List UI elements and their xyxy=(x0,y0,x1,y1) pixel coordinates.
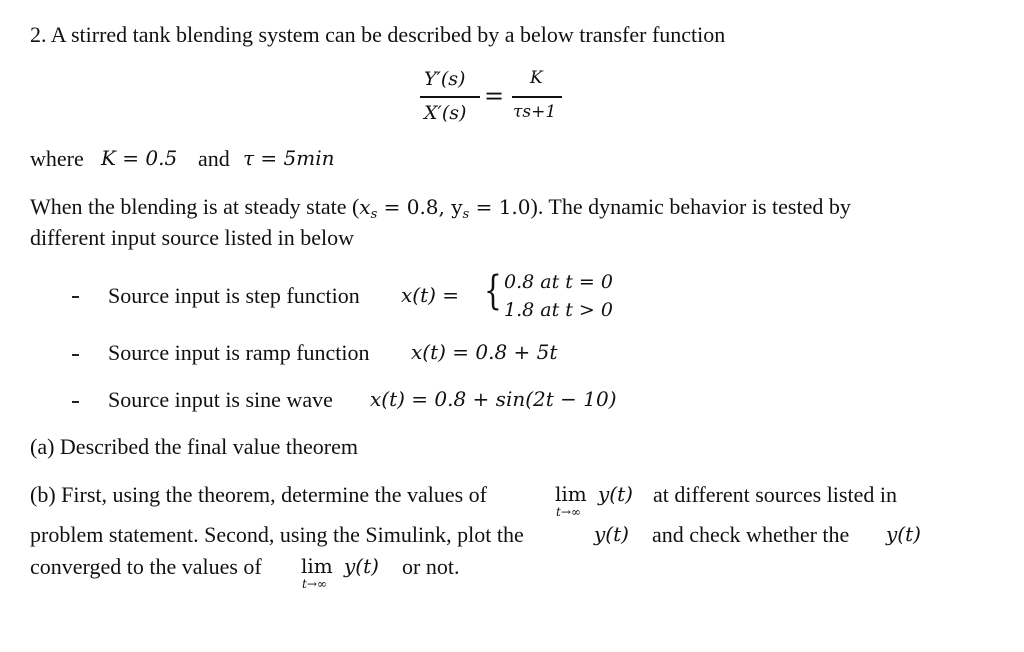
tf-fraction-bar-right xyxy=(512,96,562,98)
tf-numerator-left: Y′(s) xyxy=(424,68,466,90)
tf-fraction-bar-left xyxy=(420,96,480,98)
source-sine-label: Source input is sine wave xyxy=(108,387,333,412)
limit-operator: lim xyxy=(301,554,333,578)
steady-state-values: = 0.8, y xyxy=(377,195,463,219)
part-b-line-3-post: or not. xyxy=(402,554,460,579)
part-b-line-3-pre: converged to the values of xyxy=(30,554,262,579)
source-ramp-label: Source input is ramp function xyxy=(108,340,370,365)
limit-function: y(t) xyxy=(598,482,633,506)
problem-heading: 2. A stirred tank blending system can be described by a below transfer function xyxy=(30,22,726,47)
source-step-case-1: 0.8 at t = 0 xyxy=(504,271,613,293)
source-step-math: x(t) = xyxy=(401,283,460,307)
tf-denominator-left: X′(s) xyxy=(424,102,467,124)
steady-state-line-1 xyxy=(30,196,851,221)
list-dash xyxy=(72,401,79,403)
limit-subscript: t→∞ xyxy=(556,505,581,519)
tf-numerator-right: K xyxy=(530,68,543,88)
part-b-line-2-pre: problem statement. Second, using the Simulink, plot the xyxy=(30,522,524,547)
tf-equals: = xyxy=(484,82,505,110)
y-t-symbol: y(t) xyxy=(886,522,921,546)
part-b-line-1-post: at different sources listed in xyxy=(653,482,897,507)
where-word: where xyxy=(30,146,84,171)
source-ramp-math: x(t) = 0.8 + 5t xyxy=(411,340,558,364)
steady-state-y-sub: s xyxy=(462,207,470,223)
limit-function: y(t) xyxy=(344,554,379,578)
steady-state-text-pre: When the blending is at steady state ( xyxy=(30,194,360,219)
source-sine-math: x(t) = 0.8 + sin(2t − 10) xyxy=(370,387,617,411)
list-dash xyxy=(72,296,79,298)
part-a-question: (a) Described the final value theorem xyxy=(30,434,359,459)
tau-parameter: τ = 5min xyxy=(243,146,335,170)
source-step-label: Source input is step function xyxy=(108,283,360,308)
k-parameter: K = 0.5 xyxy=(101,146,178,170)
part-b-line-1-pre: (b) First, using the theorem, determine the values of xyxy=(30,482,487,507)
source-step-case-2: 1.8 at t > 0 xyxy=(504,299,613,321)
list-dash xyxy=(72,354,79,356)
steady-state-x: x xyxy=(359,195,371,219)
steady-state-text-post: ). The dynamic behavior is tested by xyxy=(530,194,851,219)
tf-denominator-right: τs+1 xyxy=(513,102,557,122)
steady-state-x-sub: s xyxy=(370,207,378,223)
part-b-line-2-mid: and check whether the xyxy=(652,522,850,547)
limit-subscript: t→∞ xyxy=(302,577,327,591)
steady-state-y-value: = 1.0 xyxy=(469,195,531,219)
and-word: and xyxy=(198,146,230,171)
steady-state-line-2: different input source listed in below xyxy=(30,225,355,250)
y-t-symbol: y(t) xyxy=(594,522,629,546)
left-brace-icon: { xyxy=(484,268,502,314)
limit-operator: lim xyxy=(555,482,587,506)
